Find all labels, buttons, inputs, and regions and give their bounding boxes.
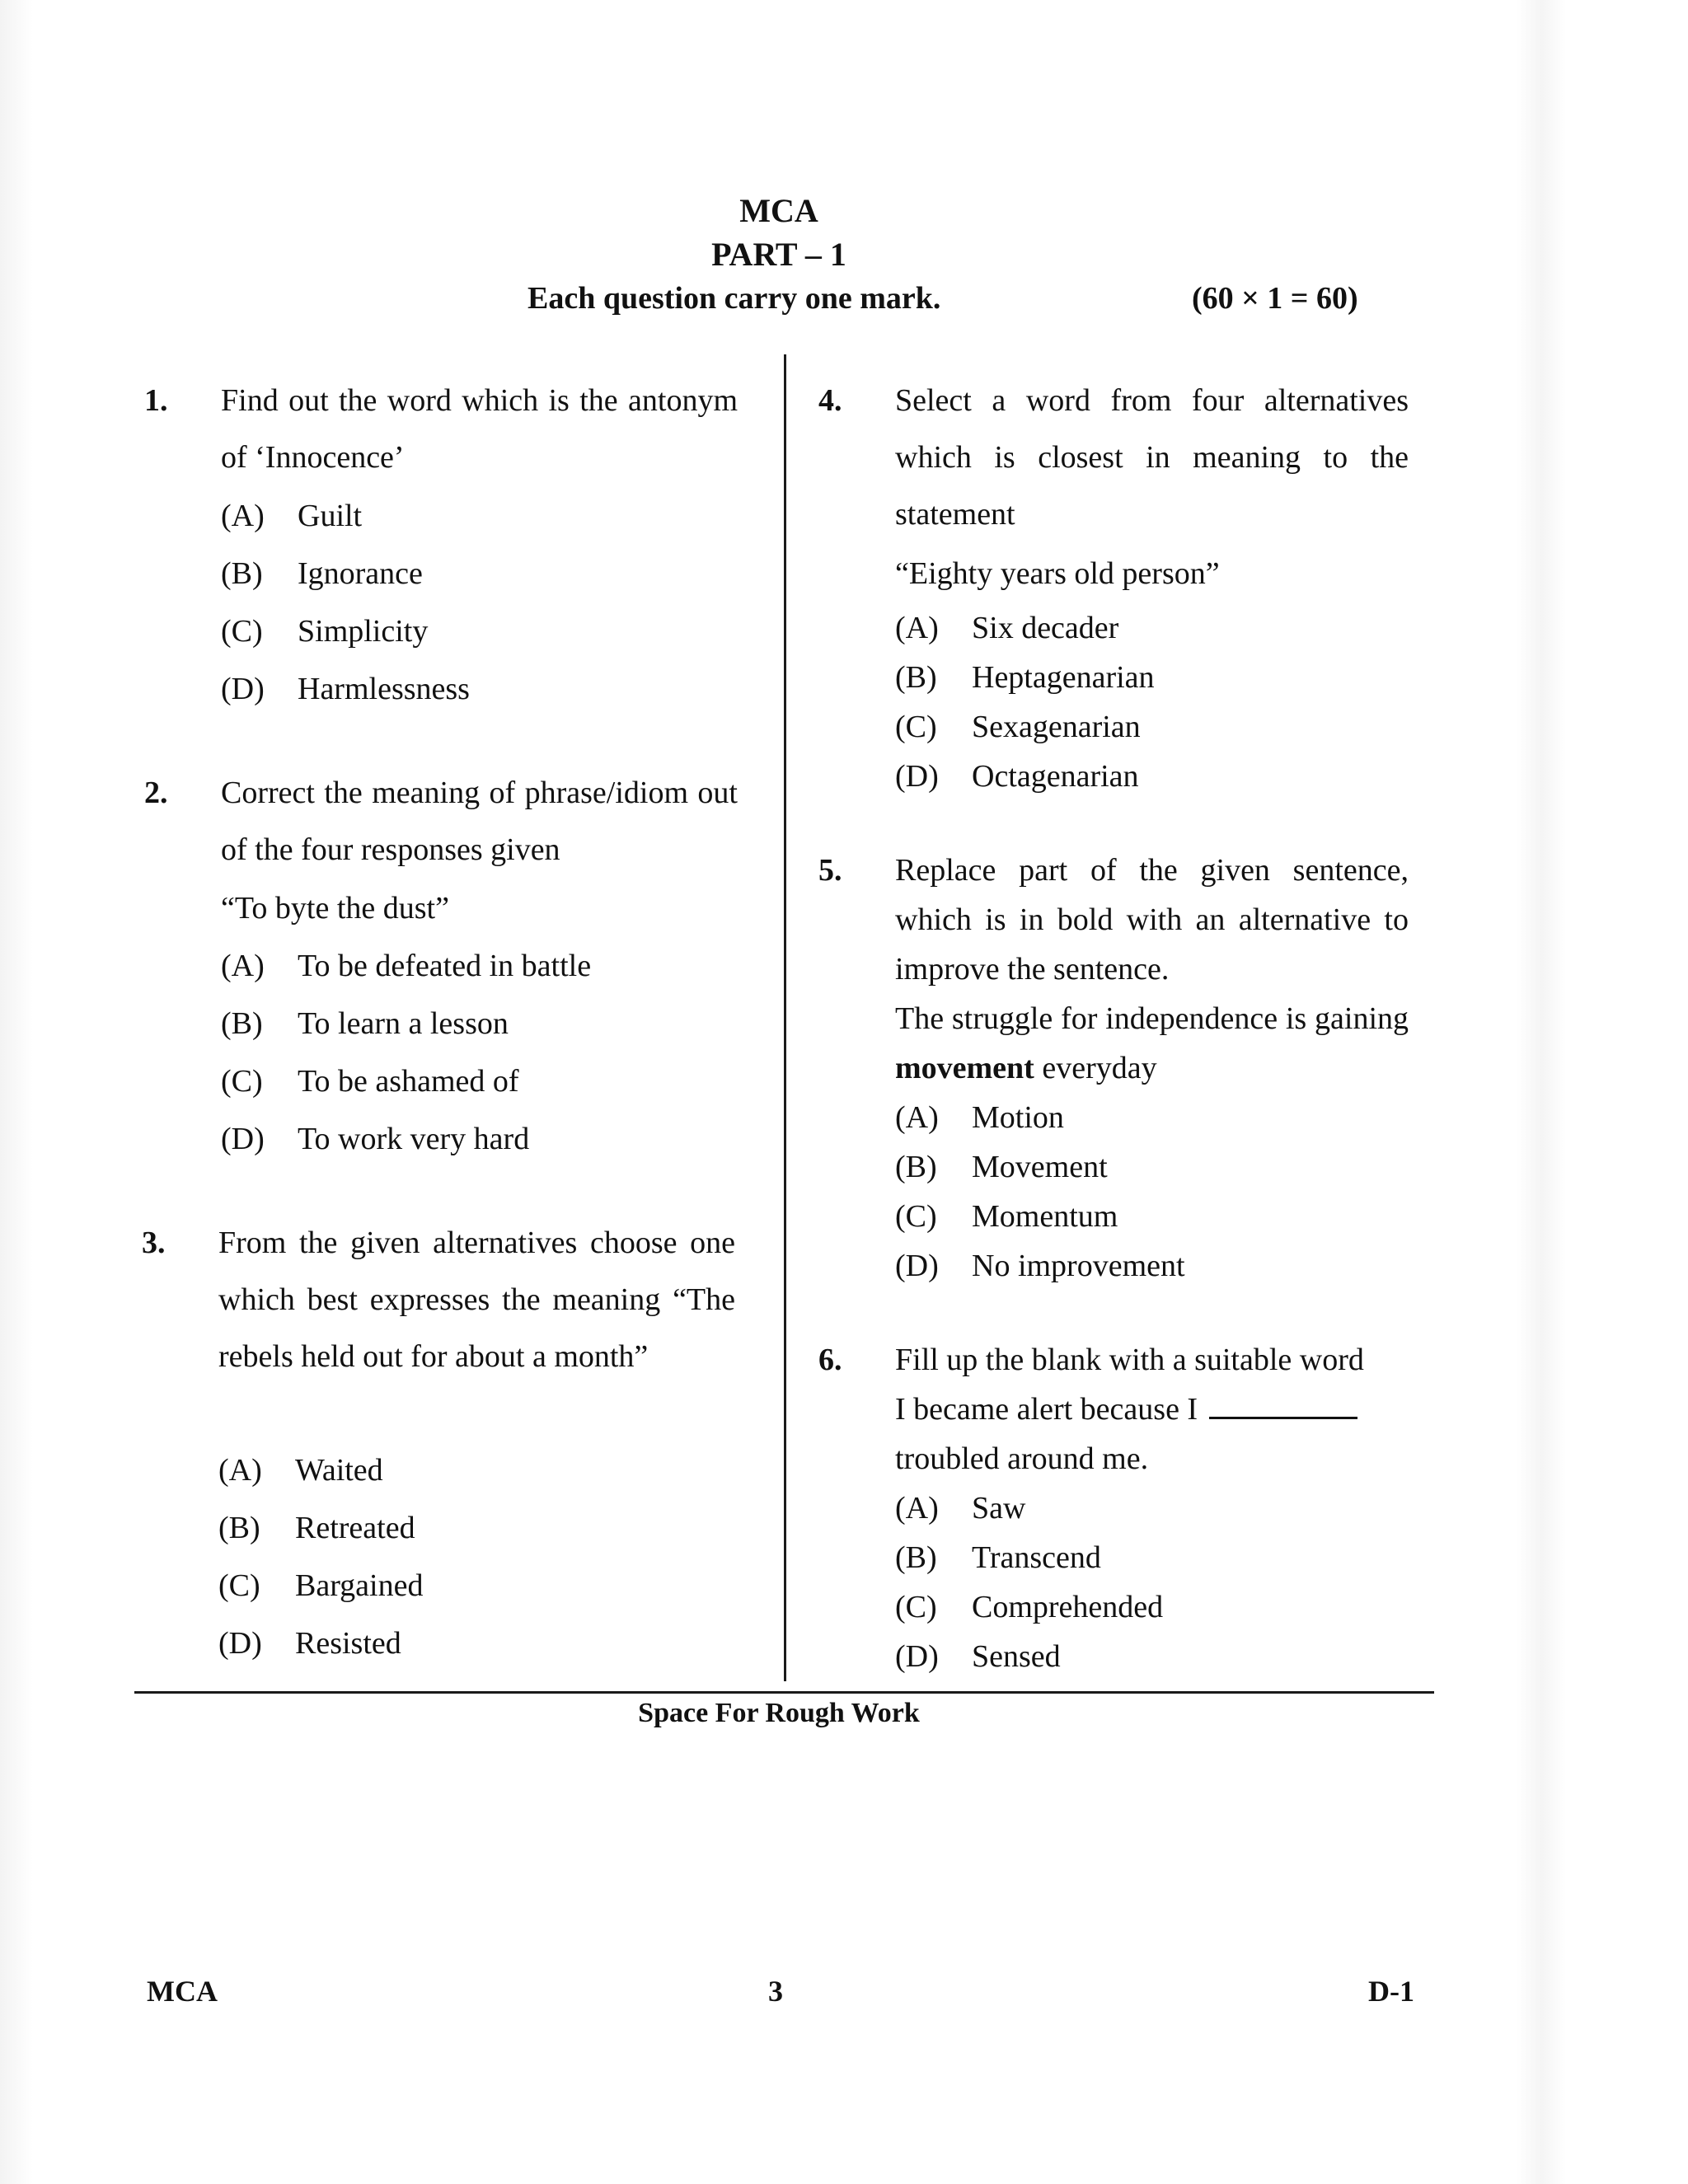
option-d: (D) No improvement bbox=[895, 1249, 1185, 1283]
option-a: (A) Six decader bbox=[895, 611, 1119, 645]
question-3 bbox=[142, 1215, 735, 1676]
option-c: (C) To be ashamed of bbox=[221, 1064, 519, 1099]
question-number: 5. bbox=[818, 853, 842, 888]
option-a: (A) To be defeated in battle bbox=[221, 949, 592, 983]
question-number: 2. bbox=[144, 776, 168, 810]
option-a: (A) Guilt bbox=[221, 499, 363, 533]
page-number: 3 bbox=[768, 1975, 783, 2008]
question-quote: “Eighty years old person” bbox=[895, 556, 1220, 591]
instruction-text: Each question carry one mark. bbox=[528, 281, 941, 316]
question-sentence: The struggle for independence is gaining movement everyday bbox=[895, 1001, 1409, 1085]
column-divider bbox=[784, 354, 786, 1681]
footer-left: MCA bbox=[147, 1975, 218, 2008]
option-c: (C) Simplicity bbox=[221, 614, 429, 649]
paper-code: D-1 bbox=[1368, 1975, 1414, 2008]
question-1 bbox=[144, 373, 738, 706]
rough-work-label: Space For Rough Work bbox=[638, 1698, 920, 1728]
question-number: 3. bbox=[142, 1226, 166, 1260]
question-2 bbox=[144, 765, 738, 1169]
option-c: (C) Comprehended bbox=[895, 1590, 1164, 1624]
question-stem: Correct the meaning of phrase/idiom out of the four responses given bbox=[221, 776, 738, 867]
question-6 bbox=[818, 1335, 1412, 1681]
option-d: (D) Resisted bbox=[218, 1626, 401, 1661]
question-4 bbox=[818, 373, 1412, 801]
option-b: (B) Heptagenarian bbox=[895, 660, 1155, 695]
question-number: 4. bbox=[818, 383, 842, 418]
option-a: (A) Waited bbox=[218, 1453, 383, 1488]
question-stem: Select a word from four alternatives which is closest in meaning to the statement bbox=[895, 383, 1409, 532]
part-heading: PART – 1 bbox=[711, 236, 846, 273]
option-b: (B) Ignorance bbox=[221, 556, 423, 591]
option-c: (C) Momentum bbox=[895, 1199, 1118, 1234]
option-b: (B) Movement bbox=[895, 1150, 1108, 1184]
option-d: (D) Harmlessness bbox=[221, 672, 470, 706]
question-number: 1. bbox=[144, 383, 168, 418]
question-stem: Find out the word which is the antonym of ‘Innocence’ bbox=[221, 383, 738, 475]
option-c: (C) Bargained bbox=[218, 1568, 424, 1603]
option-a: (A) Saw bbox=[895, 1491, 1026, 1526]
total-marks: (60 × 1 = 60) bbox=[1192, 281, 1358, 316]
option-d: (D) Sensed bbox=[895, 1639, 1061, 1674]
question-sentence: I became alert because I troubled around me. bbox=[895, 1385, 1409, 1483]
question-number: 6. bbox=[818, 1343, 842, 1377]
option-d: (D) To work very hard bbox=[221, 1122, 530, 1156]
question-quote: “To byte the dust” bbox=[221, 891, 449, 926]
option-a: (A) Motion bbox=[895, 1100, 1064, 1135]
question-stem: Fill up the blank with a suitable word bbox=[895, 1343, 1364, 1377]
exam-title: MCA bbox=[739, 192, 818, 229]
option-d: (D) Octagenarian bbox=[895, 759, 1139, 794]
option-b: (B) Retreated bbox=[218, 1511, 415, 1545]
option-c: (C) Sexagenarian bbox=[895, 710, 1141, 744]
question-5 bbox=[818, 846, 1412, 1299]
answer-blank bbox=[1209, 1389, 1357, 1419]
rough-work-divider bbox=[134, 1691, 1434, 1694]
question-stem: Replace part of the given sentence, which is in bold with an alternative to improve the sentence. bbox=[895, 853, 1409, 987]
option-b: (B) Transcend bbox=[895, 1540, 1101, 1575]
question-stem: From the given alternatives choose one which best expresses the meaning “The rebels held out for about a month” bbox=[218, 1226, 736, 1374]
option-b: (B) To learn a lesson bbox=[221, 1006, 509, 1041]
